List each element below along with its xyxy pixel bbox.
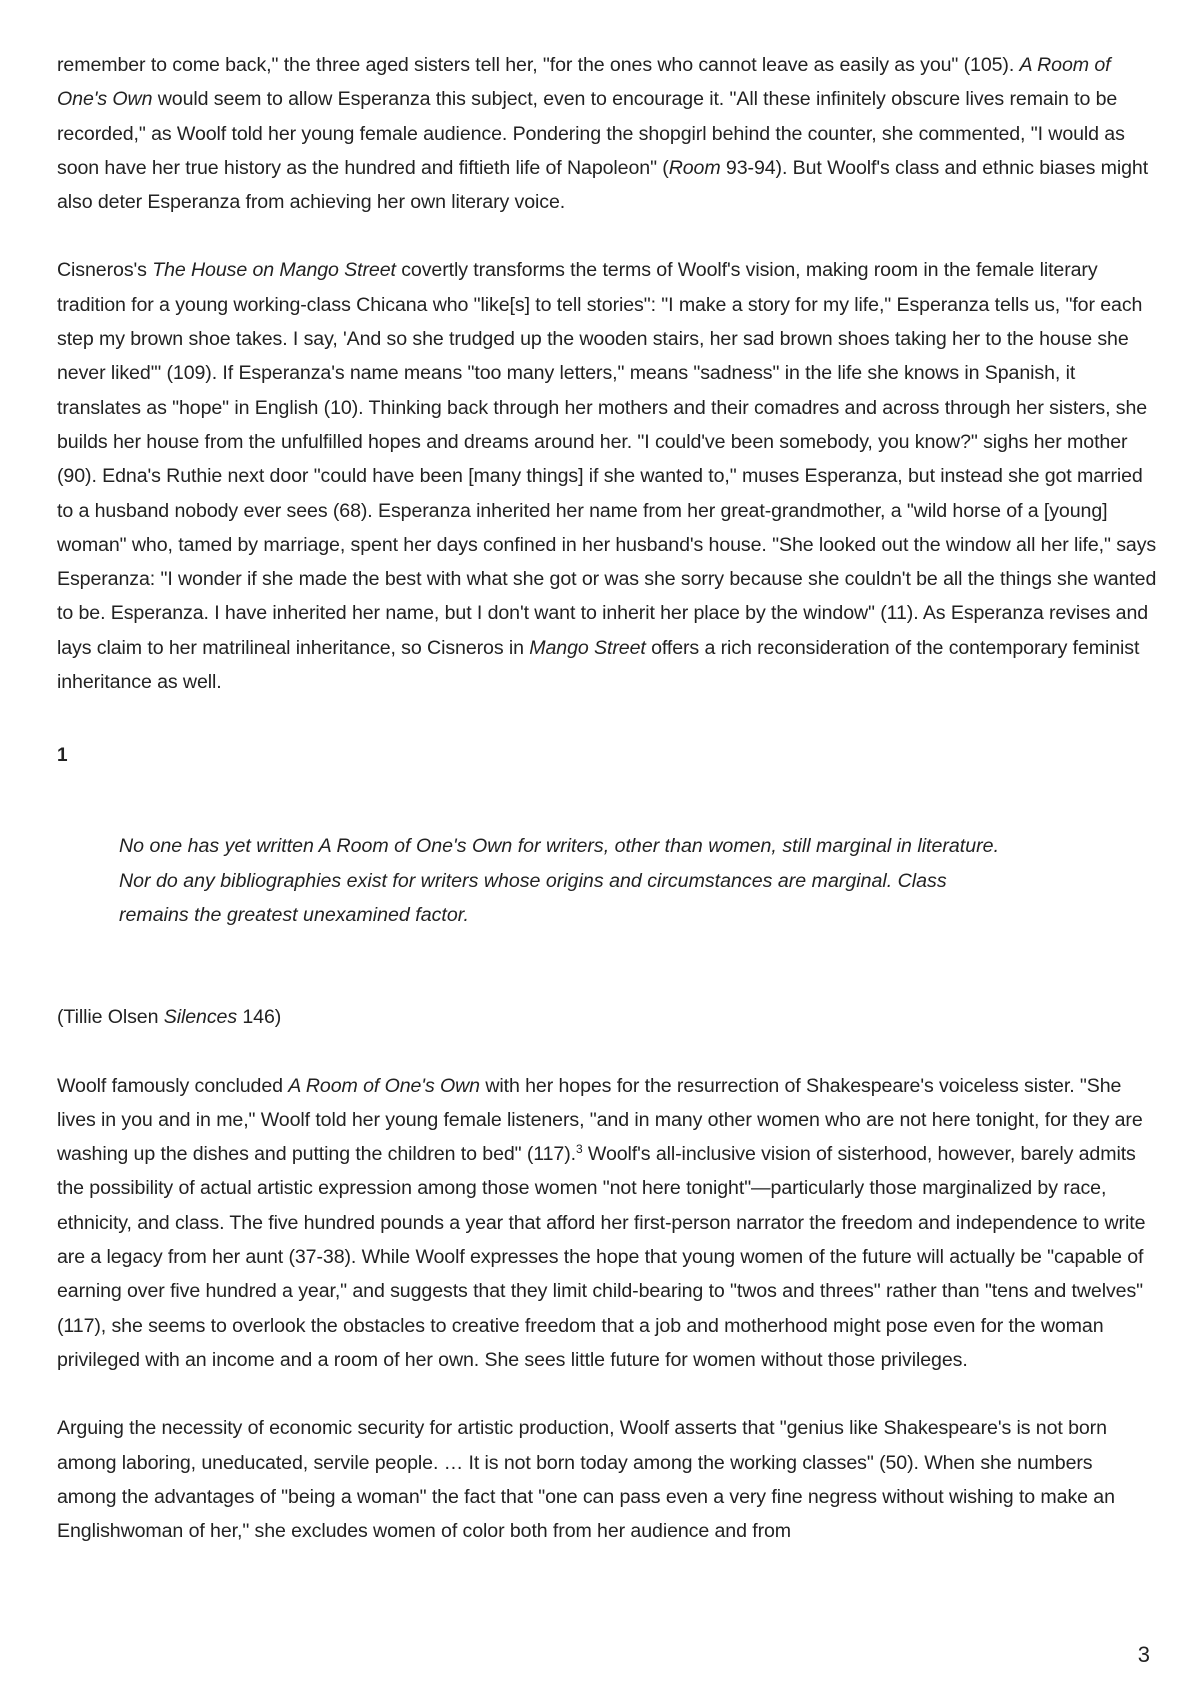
epigraph-line-1: No one has yet written A Room of One's Own for writers, other than women, still marginal in literature. [119,835,1000,858]
epigraph-citation: (Tillie Olsen Silences 146) [57,1006,282,1029]
title-house-on-mango-street: The House on Mango Street [152,259,396,282]
document-page [57,48,1157,1548]
title-room-of-ones-own: A Room of One's Own [57,54,1111,111]
epigraph-quote [119,829,1119,932]
page-number: 3 [1137,1642,1150,1667]
title-room-of-ones-own-2: A Room of One's Own [288,1074,480,1097]
paragraph-3: Woolf famously concluded A Room of One's Own with her hopes for the resurrection of Shakespeare's voiceless sister. "She lives in you and in me," Woolf told her young female listeners, "and in many other women who are not here tonight, for they are washing up the dishes and putting the children to bed" (117).$^3$ Woolf's all-inclusive vision of sisterhood, however, barely admits the possibility of actual artistic expression among those women "not here tonight"—particularly those marginalized by race, ethnicity, and class. The five hundred pounds a year that afford her first-person narrator the freedom and independence to write are a legacy from her aunt (37-38). While Woolf expresses the hope that young women of the future will actually be "capable of earning over five hundred a year," and suggests that they limit child-bearing to "twos and threes" rather than "tens and twelves" (117), she seems to overlook the obstacles to creative freedom that a job and motherhood might pose even for the woman privileged with an income and a room of her own. She sees little future for women without those privileges. [57,1074,1146,1371]
paragraph-2: Cisneros's The House on Mango Street covertly transforms the terms of Woolf's vision, making room in the female literary tradition for a young working-class Chicana who "like[s] to tell stories": "I make a story for my life," Esperanza tells us, "for each step my brown shoe takes. I say, 'And so she trudged up the wooden stairs, her sad brown shoes taking her to the house she never liked'" (109). If Esperanza's name means "too many letters," means "sadness" in the life she knows in Spanish, it translates as "hope" in English (10). Thinking back through her mothers and their comadres and across through her sisters, she builds her house from the unfulfilled hopes and dreams around her. "I could've been somebody, you know?" sighs her mother (90). Edna's Ruthie next door "could have been [many things] if she wanted to," muses Esperanza, but instead she got married to a husband nobody ever sees (68). Esperanza inherited her name from her great-grandmother, a "wild horse of a [young] woman" who, tamed by marriage, spent her days confined in her husband's house. "She looked out the window all her life," says Esperanza: "I wonder if she made the best with what she got or was she sorry because she couldn't be all the things she wanted to be. Esperanza. I have inherited her name, but I don't want to inherit her place by the window" (11). As Esperanza revises and lays claim to her matrilineal inheritance, so Cisneros in Mango Street offers a rich reconsideration of the contemporary feminist inheritance as well. [57,259,1157,694]
epigraph-line-2: Nor do any bibliographies exist for writers whose origins and circumstances are marginal. Class [119,869,947,892]
paragraph-4: Arguing the necessity of economic security for artistic production, Woolf asserts that "genius like Shakespeare's is not born among laboring, uneducated, servile people. … It is not born today among the working classes" (50). When she numbers among the advantages of "being a woman" the fact that "one can pass even a very fine negress without wishing to make an Englishwoman of her," she excludes women of color both from her audience and from [57,1417,1115,1543]
title-room: Room [668,156,721,179]
title-mango-street: Mango Street [529,636,646,659]
title-silences: Silences [163,1006,238,1029]
footnote-marker[interactable]: 3 [576,1142,583,1157]
paragraph-1: remember to come back," the three aged sisters tell her, "for the ones who cannot leave as easily as you" (105). A Room of One's Own would seem to allow Esperanza this subject, even to encourage it. "All these infinitely obscure lives remain to be recorded," as Woolf told her young female audience. Pondering the shopgirl behind the counter, she commented, "I would as soon have her true history as the hundred and fiftieth life of Napoleon" (Room 93-94). But Woolf's class and ethnic biases might also deter Esperanza from achieving her own literary voice. [57,54,1149,214]
section-number: 1 [57,745,68,767]
epigraph-line-3: remains the greatest unexamined factor. [119,903,469,926]
